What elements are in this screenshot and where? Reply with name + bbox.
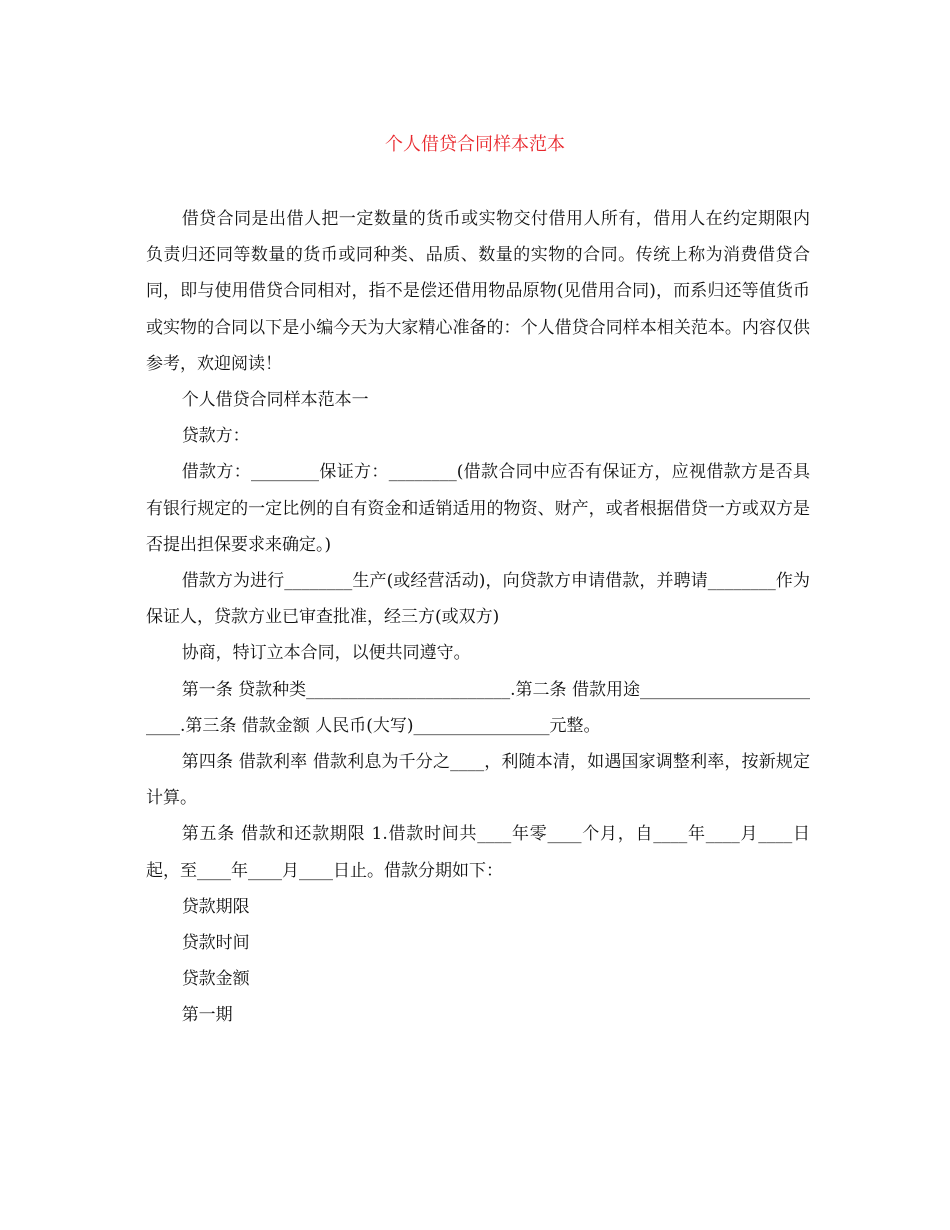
- intro-paragraph: 借贷合同是出借人把一定数量的货币或实物交付借用人所有，借用人在约定期限内负责归还同等数量的货币或同种类、品质、数量的实物的合同。传统上称为消费借贷合同，即与使用借贷合同相对，指不是偿还借用物品原物(见借用合同)，而系归还等值货币或实物的合同以下是小编今天为大家精心准备的：个人借贷合同样本相关范本。内容仅供参考，欢迎阅读！: [146, 209, 810, 374]
- table-label-first-period: 第一期: [181, 1005, 233, 1026]
- table-label-amount: 贷款金额: [181, 969, 250, 990]
- table-label-term: 贷款期限: [181, 896, 250, 917]
- purpose-paragraph: 借款方为进行________生产(或经营活动)，向贷款方申请借款，并聘请________作为保证人，贷款方业已审查批准，经三方(或双方): [146, 571, 810, 628]
- articles-1-3-paragraph: 第一条 贷款种类________________________.第二条 借款用途________________________.第三条 借款金额 人民币(大写)________________元整。: [146, 679, 810, 736]
- agreement-line: 协商，特订立本合同，以便共同遵守。: [181, 643, 471, 664]
- lender-line: 贷款方：: [181, 426, 250, 447]
- borrower-guarantor-paragraph: 借款方：________保证方：________(借款合同中应否有保证方，应视借款方是否具有银行规定的一定比例的自有资金和适销适用的物资、财产，或者根据借贷一方或双方是否提出担保要求来确定。): [146, 462, 810, 555]
- section-heading: 个人借贷合同样本范本一: [181, 390, 369, 411]
- document-title: 个人借贷合同样本范本: [385, 134, 565, 155]
- document-body: [146, 201, 810, 1034]
- article-4-paragraph: 第四条 借款利率 借款利息为千分之____，利随本清，如遇国家调整利率，按新规定计算。: [146, 752, 810, 809]
- table-label-time: 贷款时间: [181, 933, 250, 954]
- article-5-paragraph: 第五条 借款和还款期限 1.借款时间共____年零____个月，自____年____月____日起，至____年____月____日止。借款分期如下：: [146, 824, 810, 881]
